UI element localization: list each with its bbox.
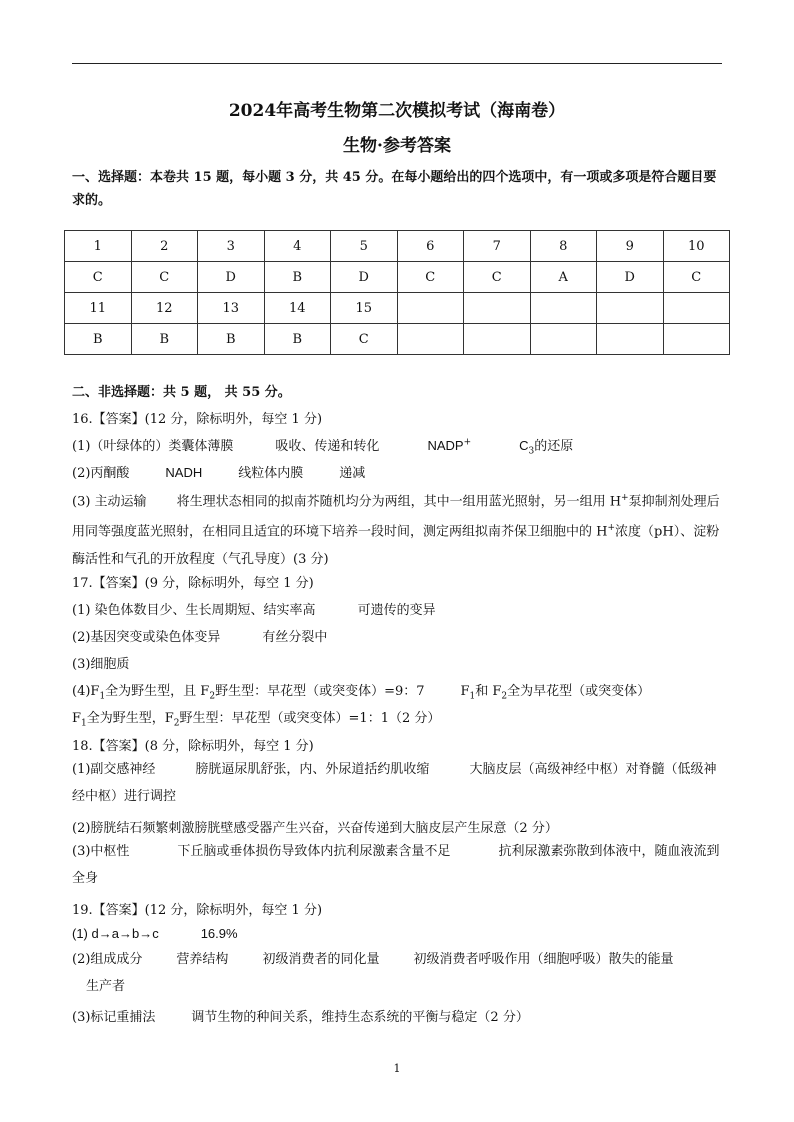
table-cell-question-number — [530, 293, 597, 324]
q16-answer-2c: 线粒体内膜 — [238, 466, 304, 481]
table-cell-answer: C — [663, 262, 730, 293]
q16-answer-3a: (3) 主动运输 — [72, 494, 147, 510]
table-row-answers-2 — [65, 324, 730, 355]
q18-answer-3a: (3)中枢性 — [72, 844, 130, 859]
q16-answer-1c-sup: + — [463, 437, 472, 448]
q17-answer-4d-sub: 1 — [469, 691, 476, 702]
table-cell-answer: C — [65, 262, 132, 293]
section1-heading: 一、选择题：本卷共 15 题，每小题 3 分，共 45 分。在每小题给出的四个选项中，有一项或多项是符合题目要求的。 — [72, 170, 717, 208]
q16-answer-3c: 泵抑制剂处理后用同等强度蓝光照射，在相同且适宜的环境下培养一段时间，测定两组拟南芥保卫细胞中的 H — [72, 494, 720, 540]
q17-answer-5a: F — [72, 711, 82, 726]
q17-answer-4d: F — [460, 684, 470, 699]
q17-answer-5a-sub: 1 — [81, 718, 87, 729]
q17-answer-4e: 和 F — [475, 684, 502, 699]
q19-heading: 19.【答案】(12 分，除标明外，每空 1 分) — [72, 903, 323, 918]
q19-answer-2e: 生产者 — [86, 979, 126, 994]
q16-heading: 16.【答案】(12 分，除标明外，每空 1 分) — [72, 412, 323, 427]
q18-heading: 18.【答案】(8 分，除标明外，每空 1 分) — [72, 739, 314, 754]
q19-answer-3a: (3)标记重捕法 — [72, 1010, 156, 1025]
q16-answer-3c-sup: + — [607, 523, 616, 534]
q16-answer-1c: NADP — [427, 438, 464, 453]
q18-answer-1a: (1)副交感神经 — [72, 762, 156, 777]
table-row-numbers-2 — [65, 293, 730, 324]
table-cell-answer — [464, 324, 531, 355]
q16-line3 — [72, 485, 724, 573]
q19-answer-1b: 16.9% — [200, 926, 238, 941]
q16-answer-1d: C — [519, 438, 529, 453]
q18-answer-1c: 大脑皮层（高级神经中枢）对脊髓（低级神经中枢）进行调控 — [72, 762, 717, 804]
table-cell-answer: B — [264, 324, 331, 355]
q17-line5 — [72, 707, 440, 729]
table-row-numbers-1 — [65, 231, 730, 262]
q17-answer-5b: 全为野生型，F — [86, 711, 174, 726]
table-cell-answer: B — [264, 262, 331, 293]
section2-heading: 二、非选择题：共 5 题， 共 55 分。 — [72, 385, 291, 400]
table-cell-question-number: 10 — [663, 231, 730, 262]
table-cell-answer — [597, 324, 664, 355]
q19-answer-1a: (1) d→a→b→c — [72, 926, 159, 941]
page-title: 2024年高考生物第二次模拟考试（海南卷） — [228, 101, 566, 121]
table-cell-question-number: 9 — [597, 231, 664, 262]
q16-answer-1a: (1)（叶绿体的）类囊体薄膜 — [72, 439, 234, 454]
q17-answer-1b: 可遗传的变异 — [357, 603, 436, 618]
q16-line1 — [72, 435, 573, 457]
q18-line1 — [72, 756, 724, 810]
table-cell-answer: C — [464, 262, 531, 293]
q17-line1 — [72, 599, 436, 618]
q17-heading: 17.【答案】(9 分，除标明外，每空 1 分) — [72, 576, 314, 591]
table-cell-question-number: 13 — [198, 293, 265, 324]
q19-answer-2b: 营养结构 — [176, 952, 229, 967]
q17-answer-4a: (4)F — [72, 684, 100, 699]
table-cell-question-number: 4 — [264, 231, 331, 262]
table-cell-answer: D — [198, 262, 265, 293]
table-cell-question-number: 15 — [331, 293, 398, 324]
table-cell-answer: D — [331, 262, 398, 293]
q17-line2 — [72, 626, 327, 645]
q17-line3: (3)细胞质 — [72, 657, 130, 672]
q17-answer-4f: 全为早花型（或突变体） — [507, 684, 651, 699]
table-cell-answer: A — [530, 262, 597, 293]
q16-answer-2d: 递减 — [339, 466, 366, 481]
q16-answer-2a: (2)丙酮酸 — [72, 466, 130, 481]
q19-answer-2a: (2)组成成分 — [72, 952, 143, 967]
q19-answer-2d: 初级消费者呼吸作用（细胞呼吸）散失的能量 — [413, 952, 674, 967]
table-cell-question-number: 14 — [264, 293, 331, 324]
q17-answer-4b: 全为野生型，且 F — [105, 684, 210, 699]
q17-answer-4c: 野生型：早花型（或突变体）=9：7 — [215, 684, 425, 699]
q16-answer-3b-sup: + — [621, 493, 629, 503]
q16-line2 — [72, 462, 365, 481]
table-cell-question-number: 11 — [65, 293, 132, 324]
q16-answer-1b: 吸收、传递和转化 — [275, 439, 380, 454]
q17-answer-4a-sub: 1 — [99, 691, 106, 702]
table-cell-question-number: 1 — [65, 231, 132, 262]
q16-answer-1e: 的还原 — [534, 439, 574, 454]
table-cell-question-number — [663, 293, 730, 324]
answer-table — [64, 230, 730, 355]
table-cell-answer: C — [397, 262, 464, 293]
q19-answer-3b: 调节生物的种间关系，维持生态系统的平衡与稳定（2 分） — [191, 1010, 529, 1025]
table-cell-answer: B — [131, 324, 198, 355]
table-cell-answer — [530, 324, 597, 355]
q16-answer-3d: 浓度（pH）、淀粉酶活性和气孔的开放程度（气孔导度）(3 分) — [72, 524, 720, 567]
table-cell-question-number: 12 — [131, 293, 198, 324]
table-cell-question-number: 6 — [397, 231, 464, 262]
page-number: 1 — [393, 1062, 401, 1075]
table-cell-answer — [397, 324, 464, 355]
q16-answer-3b: 将生理状态相同的拟南芥随机均分为两组，其中一组用蓝光照射，另一组用 H — [176, 494, 622, 510]
q19-line1 — [72, 926, 238, 942]
q19-line3 — [72, 1006, 529, 1025]
table-cell-answer — [663, 324, 730, 355]
table-cell-question-number — [397, 293, 464, 324]
q17-answer-2b: 有丝分裂中 — [262, 630, 328, 645]
q17-answer-1a: (1) 染色体数目少、生长周期短、结实率高 — [72, 603, 316, 618]
table-cell-question-number: 7 — [464, 231, 531, 262]
q18-answer-1b: 膀胱逼尿肌舒张，内、外尿道括约肌收缩 — [195, 762, 430, 777]
table-cell-question-number: 3 — [198, 231, 265, 262]
q18-answer-3b: 下丘脑或垂体损伤导致体内抗利尿激素含量不足 — [177, 844, 451, 859]
table-cell-answer: B — [198, 324, 265, 355]
q16-answer-1d-sub: 3 — [528, 446, 535, 457]
table-cell-question-number — [464, 293, 531, 324]
table-cell-question-number: 8 — [530, 231, 597, 262]
q16-answer-2b: NADH — [165, 465, 203, 480]
q17-answer-4e-sub: 2 — [501, 691, 508, 702]
q19-answer-2c: 初级消费者的同化量 — [262, 952, 380, 967]
q17-answer-5b-sub: 2 — [173, 718, 180, 729]
table-row-answers-1 — [65, 262, 730, 293]
table-cell-question-number — [597, 293, 664, 324]
header-rule — [72, 63, 722, 64]
table-cell-answer: B — [65, 324, 132, 355]
table-cell-answer: D — [597, 262, 664, 293]
q18-line2: (2)膀胱结石频繁刺激膀胱壁感受器产生兴奋，兴奋传递到大脑皮层产生尿意（2 分） — [72, 821, 558, 836]
q18-answer-3c: 抗利尿激素弥散到体液中，随血液流到全身 — [72, 844, 720, 886]
page-subtitle: 生物·参考答案 — [343, 136, 451, 156]
table-cell-question-number: 2 — [131, 231, 198, 262]
table-cell-answer: C — [131, 262, 198, 293]
q19-line2 — [72, 946, 724, 1000]
q17-line4 — [72, 680, 650, 702]
table-cell-question-number: 5 — [331, 231, 398, 262]
q18-line3 — [72, 838, 724, 892]
table-cell-answer: C — [331, 324, 398, 355]
q17-answer-5c: 野生型：早花型（或突变体）=1：1（2 分） — [179, 711, 441, 726]
q17-answer-4b-sub: 2 — [209, 691, 216, 702]
q17-answer-2a: (2)基因突变或染色体变异 — [72, 630, 221, 645]
